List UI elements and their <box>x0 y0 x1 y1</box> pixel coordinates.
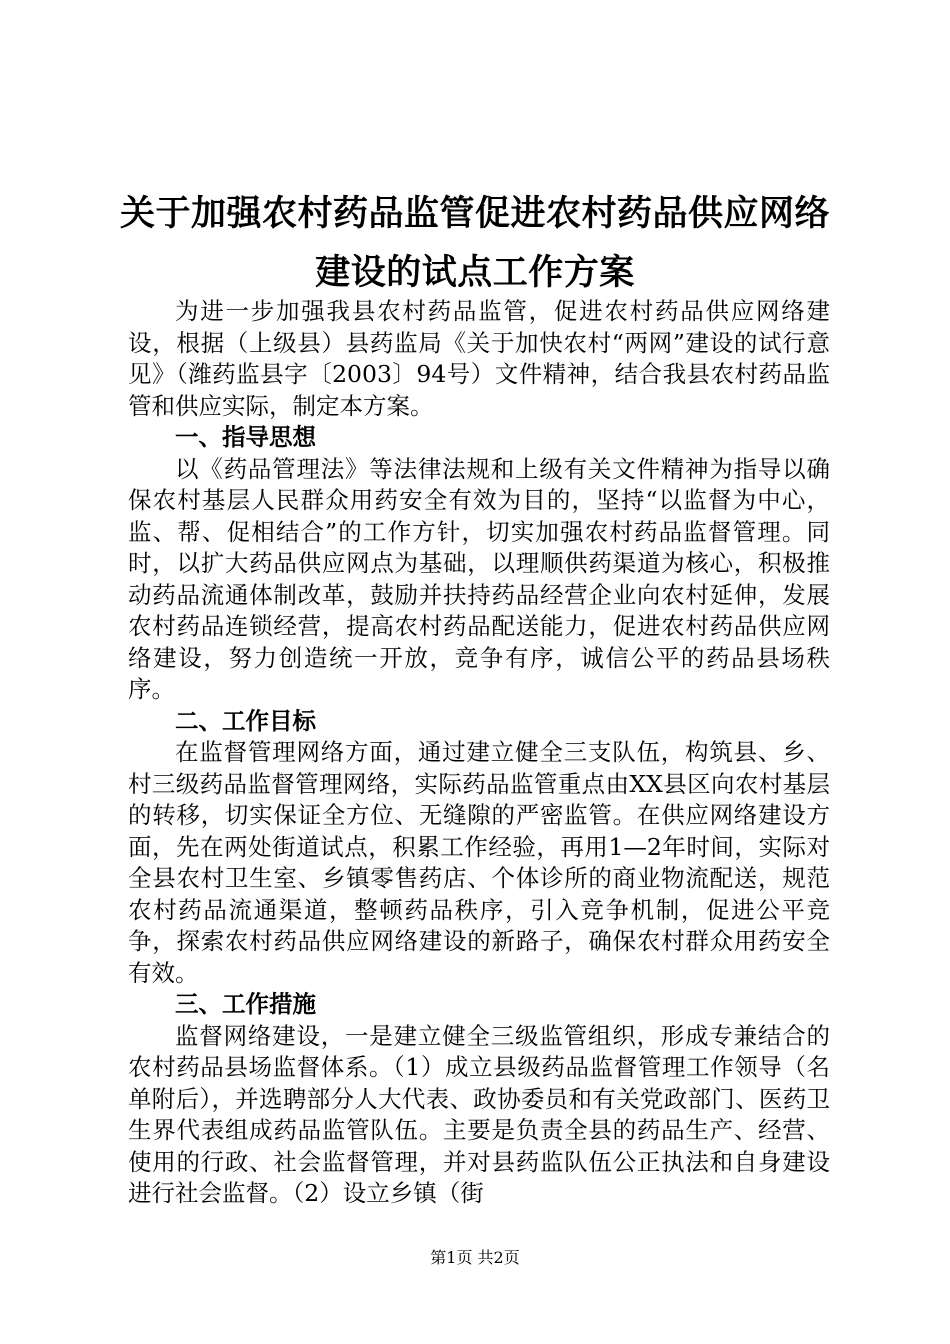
section-heading-work-goals: 二、工作目标 <box>175 706 316 735</box>
section-paragraph-work-measures: 监督网络建设，一是建立健全三级监管组织，形成专兼结合的农村药品县场监督体系。（1）成立县级药品监督管理工作领导（名单附后），并选聘部分人大代表、政协委员和有关党政部门、医药卫生界代表组成药品监管队伍。主要是负责全县的药品生产、经营、使用的行政、社会监督管理，并对县药监队伍公正执法和自身建设进行社会监督。（2）设立乡镇（街 <box>128 1021 830 1207</box>
document-title-line-1: 关于加强农村药品监管促进农村药品供应网络 <box>119 193 830 234</box>
document-body <box>128 296 830 1210</box>
section-paragraph-work-goals: 在监督管理网络方面，通过建立健全三支队伍，构筑县、乡、村三级药品监督管理网络，实际药品监管重点由XX县区向农村基层的转移，切实保证全方位、无缝隙的严密监管。在供应网络建设方面，先在两处街道试点，积累工作经验，再用1—2年时间，实际对全县农村卫生室、乡镇零售药店、个体诊所的商业物流配送，规范农村药品流通渠道，整顿药品秩序，引入竞争机制，促进公平竞争，探索农村药品供应网络建设的新路子，确保农村群众用药安全有效。 <box>128 738 830 987</box>
intro-paragraph: 为进一步加强我县农村药品监管，促进农村药品供应网络建设，根据（上级县）县药监局《关于加快农村“两网”建设的试行意见》（潍药监县字〔2003〕94号）文件精神，结合我县农村药品监管和供应实际，制定本方案。 <box>128 297 830 420</box>
section-paragraph-guiding-ideology: 以《药品管理法》等法律法规和上级有关文件精神为指导以确保农村基层人民群众用药安全有效为目的，坚持“以监督为中心，监、帮、促相结合”的工作方针，切实加强农村药品监督管理。同时，以扩大药品供应网点为基础，以理顺供药渠道为核心，积极推动药品流通体制改革，鼓励并扶持药品经营企业向农村延伸，发展农村药品连锁经营，提高农村药品配送能力，促进农村药品供应网络建设，努力创造统一开放，竞争有序，诚信公平的药品县场秩序。 <box>128 454 830 703</box>
section-heading-guiding-ideology: 一、指导思想 <box>175 423 316 451</box>
section-heading-work-measures: 三、工作措施 <box>175 990 316 1018</box>
page-number-footer: 第1页 共2页 <box>430 1248 520 1267</box>
document-title-line-2: 建设的试点工作方案 <box>315 252 635 293</box>
